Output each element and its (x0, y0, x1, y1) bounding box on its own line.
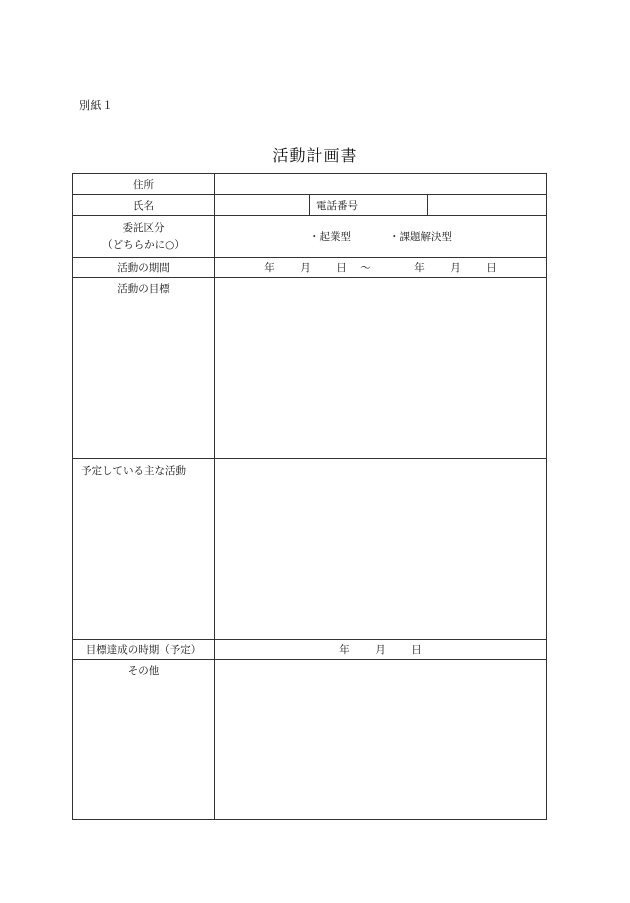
category-label (73, 216, 215, 258)
period-label: 活動の期間 (73, 258, 215, 278)
period-start-day: 日 (336, 262, 347, 274)
activity-plan-form (72, 173, 547, 820)
category-option-problem-solving[interactable]: ・課題解決型 (389, 231, 452, 243)
period-end-day: 日 (486, 262, 497, 274)
period-row (73, 258, 547, 278)
achievement-day: 日 (411, 644, 422, 656)
goal-field[interactable] (215, 278, 547, 459)
name-label: 氏名 (73, 195, 215, 216)
phone-field[interactable] (428, 195, 547, 216)
activities-row (73, 459, 547, 640)
address-row (73, 174, 547, 195)
goal-row (73, 278, 547, 459)
category-choices (215, 216, 547, 258)
name-row (73, 195, 547, 216)
period-start-year: 年 (264, 262, 275, 274)
page-title: 活動計画書 (272, 146, 358, 165)
name-field[interactable] (215, 195, 310, 216)
activities-field[interactable] (215, 459, 547, 640)
period-dates[interactable] (215, 258, 547, 278)
achievement-date[interactable] (215, 640, 547, 660)
address-label: 住所 (73, 174, 215, 195)
category-row (73, 216, 547, 258)
address-field[interactable] (215, 174, 547, 195)
period-tilde: ～ (360, 262, 371, 274)
achievement-year: 年 (339, 644, 350, 656)
attachment-label: 別紙１ (79, 99, 114, 112)
achievement-label: 目標達成の時期（予定） (73, 640, 215, 660)
category-label-line1: 委託区分 (122, 221, 165, 234)
category-label-line2: （どちらかに○） (102, 238, 185, 251)
other-row (73, 660, 547, 820)
other-label: その他 (73, 660, 215, 820)
achievement-row (73, 640, 547, 660)
period-end-month: 月 (450, 262, 461, 274)
period-start-month: 月 (300, 262, 311, 274)
activities-label: 予定している主な活動 (73, 459, 215, 640)
other-field[interactable] (215, 660, 547, 820)
achievement-month: 月 (375, 644, 386, 656)
period-end-year: 年 (414, 262, 425, 274)
goal-label: 活動の目標 (73, 278, 215, 459)
category-option-startup[interactable]: ・起業型 (309, 231, 351, 243)
phone-label: 電話番号 (310, 195, 428, 216)
